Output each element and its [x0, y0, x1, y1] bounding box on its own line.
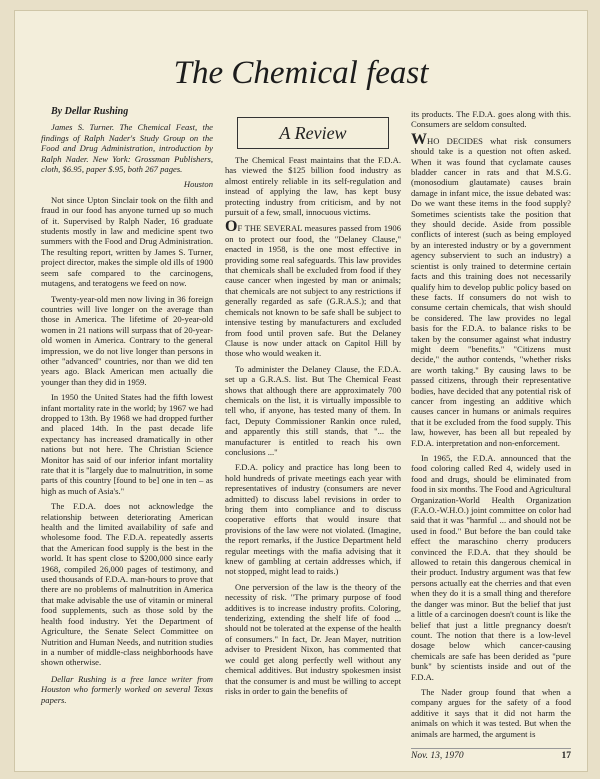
page-footer	[411, 748, 571, 761]
intro-paragraph: The Chemical Feast maintains that the F.D.A. has viewed the $125 billion food industry as almost entirely reliable in its self-regulation and instead of applying the law, has kept busy protecting industry from criticism, and by not pursuit of a few, small, innocuous victims.	[225, 155, 401, 218]
magazine-page	[14, 10, 588, 772]
column-1	[41, 107, 213, 710]
paragraph: One perversion of the law is the theory of the necessity of risk. "The primary purpose of food additives is to increase industry profits. Coloring, tenderizing, extending the shelf life of food ... should not be tolerated at the expense of the health of consumers." In fact, Dr. Jean Mayer, nutrition adviser to President Nixon, has commented that we could get along perfectly well without any chemical additives. But industry spokesmen insist that the consumer is and must be willing to accept risks in order to gain the benefits of	[225, 581, 401, 696]
paragraph: Not since Upton Sinclair took on the filth and fraud in our food has anyone turned up so much of it. Supervised by Ralph Nader, 16 graduate students mostly in law and medicine spent two summers with the Food and Drug Administration. The resulting report, written by James S. Turner, project director, makes the simple old ills of 1900 seem safe compared to the carcinogens, mutagens, and teratogens we feed on now.	[41, 194, 213, 289]
author-bio: Dellar Rushing is a free lance writer from Houston who formerly worked on several Texas papers.	[41, 673, 213, 705]
byline: By Dellar Rushing	[51, 106, 129, 117]
continuation-paragraph: its products. The F.D.A. goes along with this. Consumers are seldom consulted.	[411, 109, 571, 130]
review-label-box: A Review	[237, 117, 389, 149]
paragraph: In 1965, the F.D.A. announced that the food coloring called Red 4, widely used in food and drugs, should be eliminated from food in six months. The Food and Agricultural Organization-World Health Organization (F.A.O.-W.H.O.) joint committee on color had said that it was "harmful ... and should not be used in food." But before the ban could take effect the maraschino cherry producers convinced the F.D.A. that they should be allowed to retain this dangerous chemical in their product. Industry argument was that few persons actually eat the cherries and that even when they do it is a small thing and therefore the danger was minor. But the belief that just a little of a carcinogen doesn't count is like the belief that just a little pregnancy doesn't count. The notion that there is a low-level dosage below which cancer-causing chemicals are safe has been derided as "pure bunk" by scientists inside and out of the F.D.A.	[411, 453, 571, 682]
lead-text: F THE SEVERAL measures passed from 1906 on to protect our food, the "Delaney Clause," enacted in 1958, is the one most effective in providing some real safeguards. This law provides that chemicals shall be excluded from food if they cause cancer when ingested by man or animals; that chemicals are not subject to any restrictions if generally regarded as safe (G.R.A.S.); and that chemicals not known to be safe shall be subject to intensive testing by manufacturers and excluded from food until proven safe. But the Delaney Clause is now under attack on Capitol Hill by those who would weaken it.	[225, 223, 401, 359]
paragraph: The Nader group found that when a company argues for the safety of a food additive it says that it did not harm the animals on which it was tested. But when the animals are harmed, the argument is	[411, 686, 571, 739]
paragraph: In 1950 the United States had the fifth lowest infant mortality rate in the world; by 1967 we had dropped to 13th. By 1968 we had dropped further and placed 14th. In the past decade life expectancy has increased dramatically in other nations but not here. The Christian Science Monitor has said of our inferior infant mortality rate that it is "largely due to malnutrition, in some parts of this country [found to be] one in ten – as high as much of Asia's."	[41, 392, 213, 496]
lead-paragraph	[411, 130, 571, 448]
lead-paragraph	[225, 218, 401, 359]
dateline: Houston	[183, 179, 213, 190]
page-number: 17	[561, 751, 571, 761]
book-info: James S. Turner. The Chemical Feast, the findings of Ralph Nader's Study Group on the Food and Drug Administration, introduction by Ralph Nader. New York: Grossman Publishers, cloth, $6.95, paper $.95, both 267 pages.	[41, 122, 213, 175]
review-box-area	[225, 107, 401, 155]
paragraph: The F.D.A. does not acknowledge the relationship between deteriorating American health and the limited availability of safe and wholesome food. The F.D.A. repeatedly asserts that the American food supply is the best in the world. It has spent close to $200,000 since early 1968, compiled 26,000 pages of testimony, and used thousands of F.D.A. man-hours to prove that there are no problems of malnutrition in America that make advisable the use of vitamin or mineral food supplements, such as those sold by the health food industry. Yet the Department of Agriculture, the Senate Select Committee on Nutrition and Human Needs, and nutrition studies in a number of middle-class neighborhoods have shown otherwise.	[41, 501, 213, 668]
drop-cap: O	[225, 218, 238, 236]
paragraph: Twenty-year-old men now living in 36 foreign countries will live longer on the average than those in America. The lifetime of 20-year-old women in 21 nations will surpass that of 20-year-old women in America. Contrary to the general impression, we do not live longer than persons in other "advanced" countries, nor than we did ten years ago. Black American men actually die younger than they did in 1959.	[41, 293, 213, 387]
issue-date: Nov. 13, 1970	[411, 751, 464, 761]
paragraph: F.D.A. policy and practice has long been to hold hundreds of private meetings each year with representatives of industry (consumers are never admitted) to discuss label revisions in order to bring them into compliance and to discuss cooperative efforts that would insure that provisions of the law were not violated. (Imagine, the report remarks, if the Justice Department held regular meetings with the mafia advising that it knew of gambling at certain addresses which, if not stopped, might lead to raids.)	[225, 462, 401, 577]
paragraph: To administer the Delaney Clause, the F.D.A. set up a G.R.A.S. list. But The Chemical Feast shows that although there are approximately 700 chemicals on the list, it is virtually impossible to tell who, if anyone, has tested many of them. In fact, Deputy Commissioner Rankin once ruled, and apparently this still stands, that "... the manufacturer is entitled to reach his own conclusions ..."	[225, 363, 401, 457]
column-3	[411, 109, 571, 744]
drop-cap: W	[411, 130, 427, 148]
lead-text: HO DECIDES what risk consumers should take is a question not often asked. When it was found that cyclamate causes bladder cancer in rats and that M.S.G. (monosodium glautamate) causes brain damage in infant mice, the issue debated was: Do we want these items in the food supply? Sometimes scientists take the position that they should decide. Aside from possible conflicts of interest (such as being employed by an interested industry or by a government agency subservient to such an industry) a scientist is only trained to determine certain facts and this training does not necessarily qualify him to develop public policy based on these facts. If consumers do not wish to consume certain chemicals, that wish should be considered. The law provides no legal basis for the F.D.A. to balance risks to be taken by the consumer against what industry might deem "benefits." "Citizens must decide," the author contends, "whether risks are worth taking." By causing laws to be passed citizens, through their representative bodies, have decided that any potential risk of cancer from ingesting an additive which causes cancer in humans or animals requires that it be excluded from the food supply. This law, however, has been all but repealed by F.D.A. interpretation and non-enforcement.	[411, 135, 571, 448]
article-title: The Chemical feast	[173, 55, 429, 91]
column-2	[225, 107, 401, 701]
